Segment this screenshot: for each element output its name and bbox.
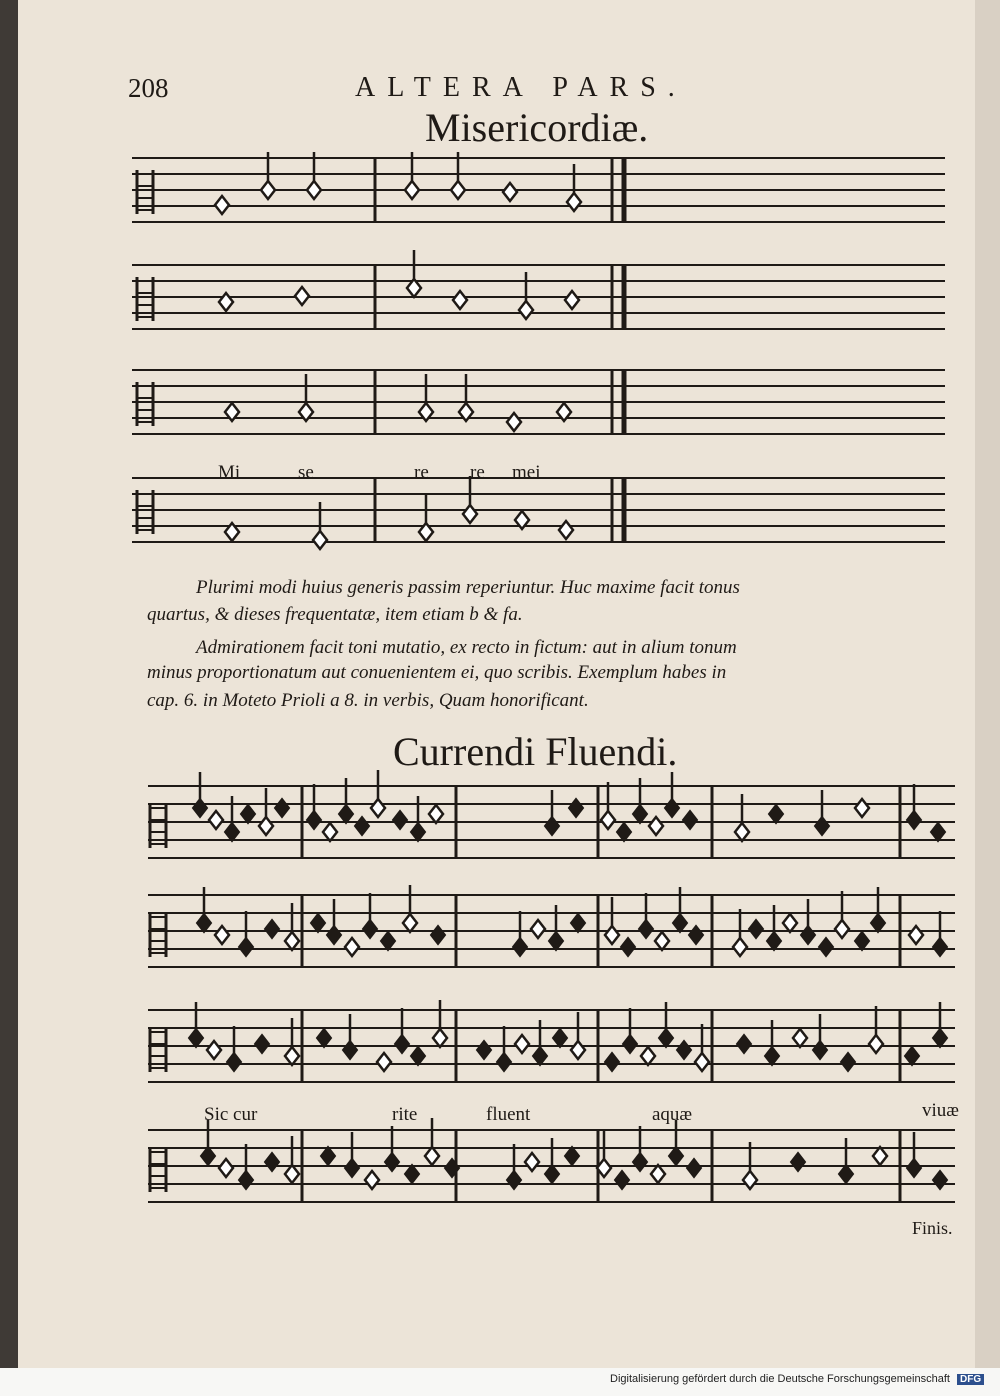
body-text-line: quartus, & dieses frequentatæ, item etiam b & fa. xyxy=(147,604,523,625)
body-text-line: Admirationem facit toni mutatio, ex recto in fictum: aut in alium tonum xyxy=(196,637,737,658)
running-head: ALTERA PARS. xyxy=(355,72,687,103)
lyric-syllable: se xyxy=(298,462,314,483)
lyric-syllable: viuæ xyxy=(922,1100,959,1121)
lyric-syllable: mei xyxy=(512,462,541,483)
section-title-currendi-fluendi: Currendi Fluendi. xyxy=(393,729,678,774)
footer-text: Digitalisierung gefördert durch die Deutsche Forschungsgemeinschaft xyxy=(610,1373,950,1385)
lyric-syllable: Mi xyxy=(218,462,241,483)
page-number: 208 xyxy=(128,73,169,103)
lyric-syllable: re xyxy=(470,462,485,483)
lyric-syllable: Sic cur xyxy=(204,1104,258,1125)
lyric-syllable: re xyxy=(414,462,429,483)
body-text-line: minus proportionatum aut conuenientem ei, quo scribis. Exemplum habes in xyxy=(147,662,727,683)
section-title-misericordiae: Misericordiæ. xyxy=(425,105,649,150)
lyric-syllable: rite xyxy=(392,1104,418,1125)
finis-mark: Finis. xyxy=(912,1218,953,1238)
dfg-logo: DFG xyxy=(957,1374,984,1385)
body-text-line: cap. 6. in Moteto Prioli a 8. in verbis, Quam honorificant. xyxy=(147,690,589,711)
body-text-line: Plurimi modi huius generis passim reperiuntur. Huc maxime facit tonus xyxy=(196,577,740,598)
lyric-syllable: aquæ xyxy=(652,1104,693,1125)
digitization-footer xyxy=(610,1373,984,1385)
lyric-syllable: fluent xyxy=(486,1104,531,1125)
